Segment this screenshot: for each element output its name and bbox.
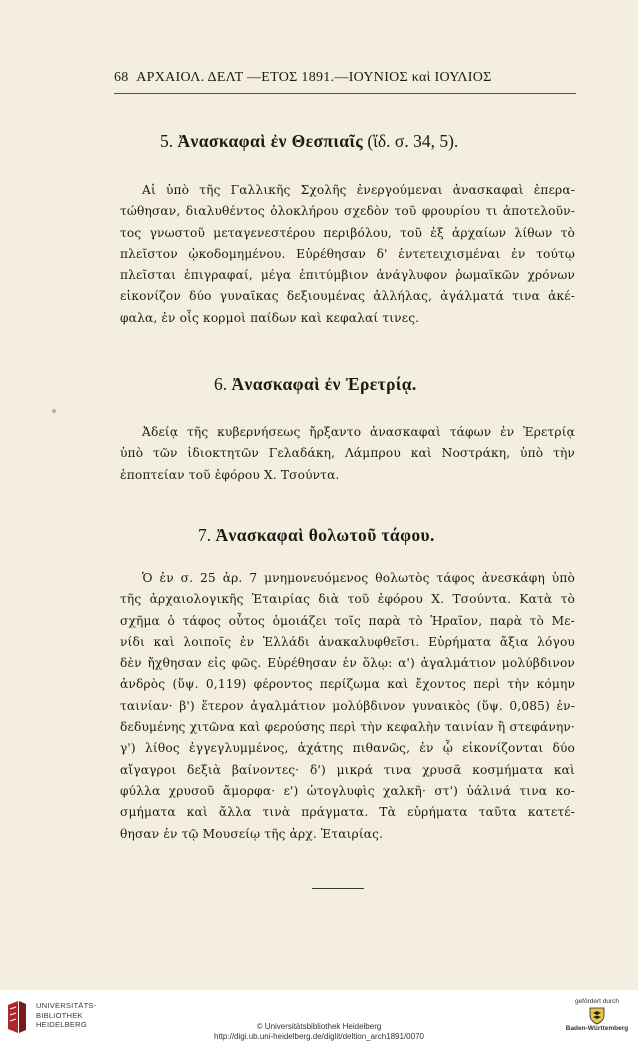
text-line: θησαν ἐν τῷ Μουσείῳ τῆς ἀρχ. Ἑταιρίας. [120, 826, 384, 841]
text-line: σμήματα καὶ ἄλλα τινὰ πράγματα. Τὰ εὑρήματα ταῦτα κατετέ- [120, 805, 575, 820]
section-7-paragraph [120, 568, 575, 845]
footer-credit [0, 1022, 638, 1041]
state-crest-icon [589, 1007, 605, 1025]
section-6-paragraph [120, 422, 575, 486]
paper-speck [52, 409, 56, 413]
text-line: ταινίαν· β') ἕτερον ἀγαλμάτιον μολύβδινον γυναικὸς (ὕψ. 0,085) ἐν- [120, 698, 575, 713]
text-line: Ἀδείᾳ τῆς κυβερνήσεως ἤρξαντο ἀνασκαφαὶ τάφων ἐν Ἐρετρίᾳ [142, 425, 575, 439]
header-rule [114, 93, 576, 94]
funder-logo[interactable] [562, 998, 632, 1038]
section-6-heading [214, 374, 417, 395]
section-title: Ἀνασκαφαὶ ἐν Θεσπιαῖς [177, 131, 363, 151]
text-line: δὲν ἤχθησαν εἰς φῶς. Εὑρέθησαν ἐν ὅλῳ: α') ἀγαλμάτιον μολύβδινον [120, 656, 575, 671]
text-line: τος γνωστοῦ μεταγενεστέρου περιβόλου, τοῦ ἐξ ἀρχαίων λίθων τὸ [120, 225, 575, 240]
section-reference: (ἴδ. σ. 34, 5). [367, 131, 459, 151]
text-line: νίδι καὶ λοιποῖς ἐν Ἑλλάδι ἀνακαλυφθεῖσι. Εὑρήματα ἄξια λόγου [120, 634, 575, 649]
text-line: πλεῖσται ἐπιγραφαί, μέγα ἐπιτύμβιον ἀνάγλυφον ῥωμαϊκῶν χρόνων [120, 268, 575, 283]
copyright-text: © Universitätsbibliothek Heidelberg [256, 1022, 382, 1031]
running-title: ΑΡΧΑΙΟΛ. ΔΕΛΤ —ΕΤΟΣ 1891.—ΙΟΥΝΙΟΣ καὶ ΙΟΥΛΙΟΣ [136, 70, 492, 85]
text-line: ἀνδρὸς (ὕψ. 0,119) φέροντος περίζωμα καὶ ἔχοντος περὶ τὴν κόμην [120, 677, 575, 692]
library-name-line: UNIVERSITÄTS- [36, 1001, 97, 1010]
library-name-line: HEIDELBERG [36, 1020, 87, 1030]
section-number: 7. [198, 525, 212, 545]
text-line: φύλλα χρυσοῦ ἄμορφα· ε') ὠτογλυφὶς χαλκῆ· στ') ὑάλινά τινα κο- [120, 783, 575, 798]
page-number: 68 [114, 70, 129, 85]
text-line: εἰκονίζον δύο γυναῖκας δεξιουμένας ἀλλήλας, ἀγάλματά τινα ἀκέ- [120, 289, 575, 304]
text-line: δεδυμένης χιτῶνα καὶ φερούσης περὶ τὴν κεφαλὴν ταινίαν ἢ στεφάνην· [120, 720, 575, 735]
text-line: αἴγαγροι δεξιὰ βαίνοντες· δ') μικρά τινα χρυσᾶ κοσμήματα καὶ [120, 762, 575, 777]
text-line: ὑπὸ τῶν ἰδιοκτητῶν Γελαδάκη, Λάμπρου καὶ Νοστράκη, ὑπὸ τὴν [120, 446, 575, 461]
text-line: Ὁ ἐν σ. 25 ἀρ. 7 μνημονευόμενος θολωτὸς τάφος ἀνεσκάφη ὑπὸ [142, 571, 575, 585]
text-line: τῆς ἀρχαιολογικῆς Ἑταιρίας διὰ τοῦ ἐφόρου Χ. Τσούντα. Κατὰ τὸ [120, 592, 575, 607]
page-header [114, 70, 574, 86]
section-title: Ἀνασκαφαὶ ἐν Ἐρετρίᾳ. [231, 374, 417, 394]
section-number: 5. [160, 131, 174, 151]
source-url-link[interactable]: http://digi.ub.uni-heidelberg.de/diglit/deltion_arch1891/0070 [214, 1031, 424, 1041]
section-7-heading [198, 525, 435, 546]
text-line: πλεῖστον ᾠκοδομημένου. Εὑρέθησαν δ' ἐντετειχισμέναι ἐν τούτῳ [120, 246, 575, 261]
text-line: τώθησαν, διαλυθέντος ὁλοκλήρου σχεδὸν τοῦ φρουρίου τι ἀποτελοῦν- [120, 204, 575, 219]
library-name-line: BIBLIOTHEK [36, 1010, 83, 1020]
text-line: φαλα, ἐν οἷς κορμοὶ παίδων καὶ κεφαλαί τινες. [120, 310, 420, 325]
text-line: ἐποπτείαν τοῦ ἐφόρου Χ. Τσούντα. [120, 467, 340, 482]
end-rule [312, 888, 364, 889]
section-5-paragraph [120, 180, 575, 329]
text-line: σχῆμα ὁ τάφος οὗτος ὁμοιάζει τοῖς παρὰ τὸ Ἡραῖον, παρὰ τὸ Με- [120, 613, 575, 628]
section-number: 6. [214, 374, 228, 394]
text-line: γ') λίθος ἐγγεγλυμμένος, ἀχάτης πιθανῶς, ἐν ᾧ εἰκονίζονται δύο [120, 741, 575, 756]
section-5-heading [160, 131, 458, 152]
section-title: Ἀνασκαφαὶ θολωτοῦ τάφου. [215, 525, 435, 545]
funder-name: Baden-Württemberg [565, 1025, 629, 1032]
funded-by-label: gefördert durch [574, 998, 620, 1005]
text-line: Αἱ ὑπὸ τῆς Γαλλικῆς Σχολῆς ἐνεργούμεναι ἀνασκαφαὶ ἐπερα- [142, 183, 575, 197]
